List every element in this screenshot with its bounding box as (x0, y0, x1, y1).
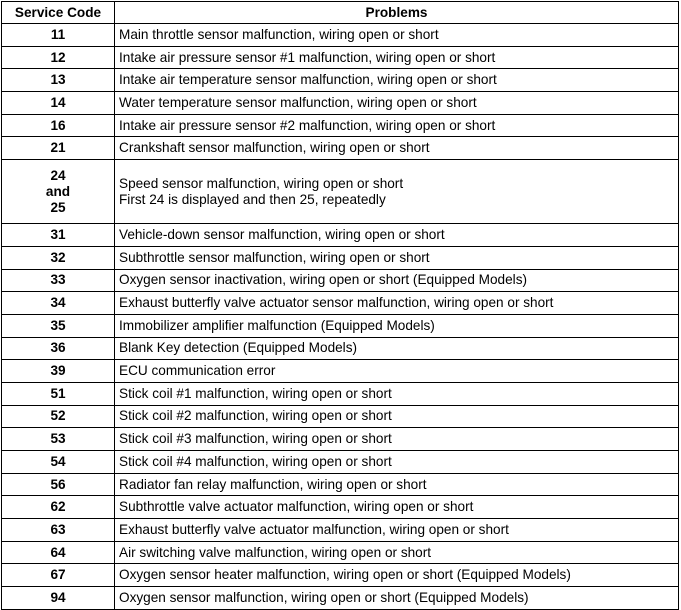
service-code-cell: 94 (2, 587, 115, 610)
service-code-cell: 32 (2, 246, 115, 269)
service-code-cell: 62 (2, 496, 115, 519)
table-row (2, 405, 679, 428)
service-code-cell: 31 (2, 224, 115, 247)
problem-cell: Main throttle sensor malfunction, wiring open or short (115, 24, 679, 47)
service-code-cell: 36 (2, 337, 115, 360)
service-code-cell: 33 (2, 269, 115, 292)
service-code-line: 24 (50, 167, 66, 183)
service-code-table-container (1, 1, 678, 610)
service-code-cell: 13 (2, 69, 115, 92)
problem-cell: Air switching valve malfunction, wiring open or short (115, 541, 679, 564)
service-code-cell: 64 (2, 541, 115, 564)
problem-cell: Oxygen sensor inactivation, wiring open or short (Equipped Models) (115, 269, 679, 292)
service-code-line: 25 (50, 199, 66, 215)
table-row (2, 137, 679, 160)
table-row (2, 160, 679, 224)
table-row (2, 564, 679, 587)
problem-cell: Stick coil #4 malfunction, wiring open or short (115, 451, 679, 474)
table-row (2, 24, 679, 47)
table-row (2, 114, 679, 137)
service-code-cell: 52 (2, 405, 115, 428)
problem-cell: Stick coil #1 malfunction, wiring open or short (115, 382, 679, 405)
problem-cell: Radiator fan relay malfunction, wiring open or short (115, 473, 679, 496)
service-code-cell: 12 (2, 46, 115, 69)
table-row (2, 519, 679, 542)
problem-cell: Subthrottle sensor malfunction, wiring open or short (115, 246, 679, 269)
table-row (2, 473, 679, 496)
service-code-cell: 53 (2, 428, 115, 451)
problem-cell: Stick coil #3 malfunction, wiring open or short (115, 428, 679, 451)
header-service-code: Service Code (2, 2, 115, 24)
service-code-cell: 16 (2, 114, 115, 137)
problem-cell (115, 160, 679, 224)
service-code-cell (2, 160, 115, 224)
table-row (2, 224, 679, 247)
table-row (2, 246, 679, 269)
table-row (2, 360, 679, 383)
problem-cell: Intake air pressure sensor #1 malfunction, wiring open or short (115, 46, 679, 69)
problem-cell: Exhaust butterfly valve actuator malfunction, wiring open or short (115, 519, 679, 542)
service-code-table (1, 1, 679, 610)
problem-cell: Vehicle-down sensor malfunction, wiring open or short (115, 224, 679, 247)
problem-cell: Subthrottle valve actuator malfunction, wiring open or short (115, 496, 679, 519)
problem-line: First 24 is displayed and then 25, repeatedly (119, 191, 386, 207)
table-row (2, 292, 679, 315)
service-code-cell: 67 (2, 564, 115, 587)
problem-cell: Immobilizer amplifier malfunction (Equipped Models) (115, 314, 679, 337)
table-row (2, 314, 679, 337)
header-problems: Problems (115, 2, 679, 24)
table-row (2, 451, 679, 474)
table-row (2, 46, 679, 69)
problem-line: Speed sensor malfunction, wiring open or short (119, 175, 404, 191)
service-code-cell: 35 (2, 314, 115, 337)
service-code-cell: 21 (2, 137, 115, 160)
problem-cell: Stick coil #2 malfunction, wiring open or short (115, 405, 679, 428)
problem-cell: ECU communication error (115, 360, 679, 383)
header-row (2, 2, 679, 24)
service-code-line: and (45, 183, 71, 199)
service-code-cell: 63 (2, 519, 115, 542)
service-code-cell: 34 (2, 292, 115, 315)
service-code-cell: 54 (2, 451, 115, 474)
problem-cell: Crankshaft sensor malfunction, wiring open or short (115, 137, 679, 160)
problem-cell: Intake air pressure sensor #2 malfunction, wiring open or short (115, 114, 679, 137)
problem-cell: Water temperature sensor malfunction, wiring open or short (115, 92, 679, 115)
table-row (2, 428, 679, 451)
service-code-cell: 56 (2, 473, 115, 496)
table-row (2, 337, 679, 360)
problem-cell: Exhaust butterfly valve actuator sensor malfunction, wiring open or short (115, 292, 679, 315)
service-code-cell: 14 (2, 92, 115, 115)
table-row (2, 541, 679, 564)
table-row (2, 382, 679, 405)
table-row (2, 92, 679, 115)
problem-cell: Blank Key detection (Equipped Models) (115, 337, 679, 360)
service-code-cell: 39 (2, 360, 115, 383)
problem-cell: Oxygen sensor malfunction, wiring open or short (Equipped Models) (115, 587, 679, 610)
problem-cell: Intake air temperature sensor malfunction, wiring open or short (115, 69, 679, 92)
table-row (2, 269, 679, 292)
table-row (2, 587, 679, 610)
service-code-cell: 51 (2, 382, 115, 405)
table-row (2, 69, 679, 92)
service-code-cell: 11 (2, 24, 115, 47)
table-row (2, 496, 679, 519)
problem-cell: Oxygen sensor heater malfunction, wiring open or short (Equipped Models) (115, 564, 679, 587)
